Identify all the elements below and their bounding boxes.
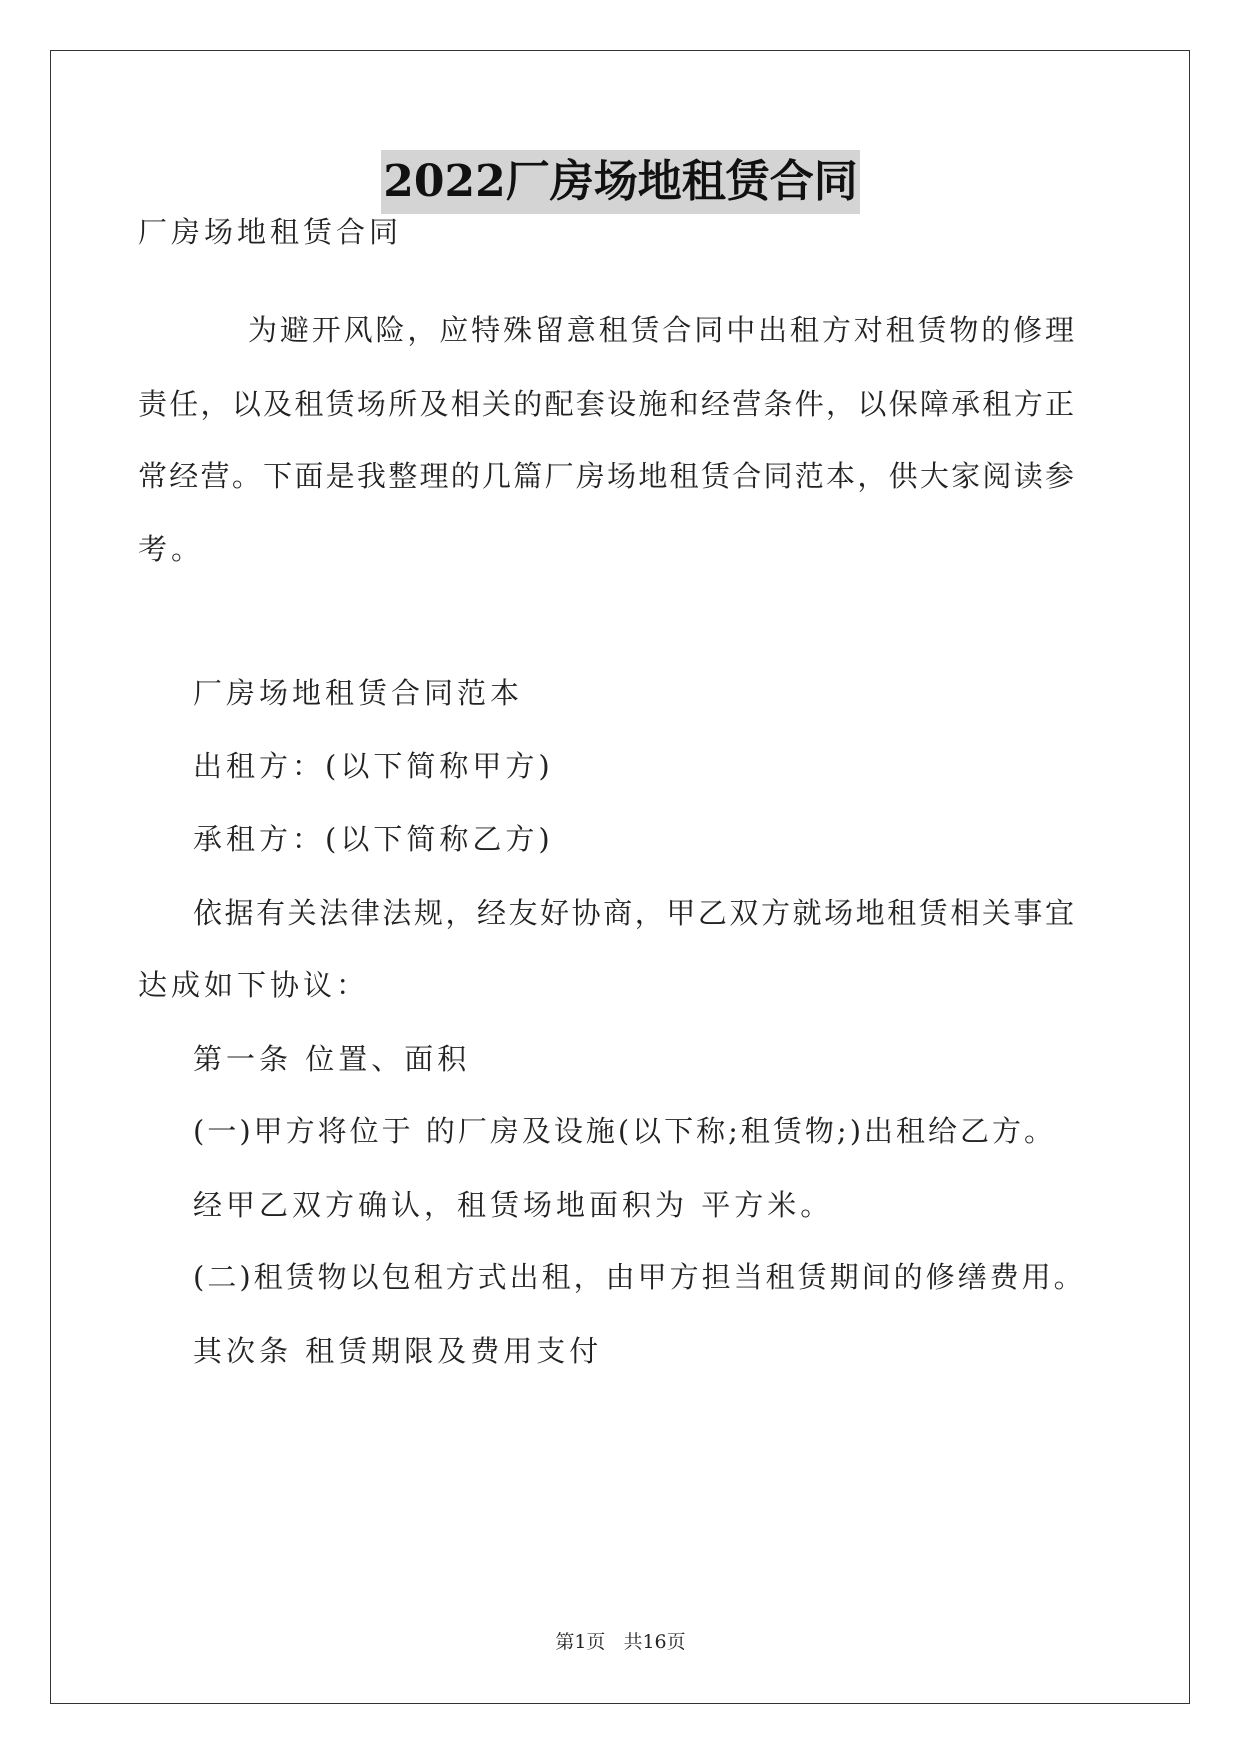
article1-heading: 第一条 位置、面积 [193, 1042, 471, 1076]
intro-line-1: 为避开风险，应特殊留意租赁合同中出租方对租赁物的修理 [248, 313, 1074, 347]
page-footer [0, 1627, 1241, 1654]
intro-line-4: 考。 [138, 532, 205, 566]
article1-item1: (一)甲方将位于 的厂房及设施(以下称;租赁物;)出租给乙方。 [193, 1114, 1057, 1148]
document-subtitle: 厂房场地租赁合同 [138, 215, 403, 249]
article2-heading: 其次条 租赁期限及费用支付 [193, 1334, 603, 1368]
agreement-line-2: 达成如下协议： [138, 968, 370, 1002]
lessor-line: 出租方：(以下简称甲方) [193, 749, 554, 783]
intro-line-3: 常经营。下面是我整理的几篇厂房场地租赁合同范本，供大家阅读参 [138, 459, 1074, 493]
title-wrap [0, 150, 1241, 214]
page-border [50, 50, 1190, 1704]
article1-item1-continued: 经甲乙双方确认，租赁场地面积为 平方米。 [193, 1188, 834, 1222]
document-title: 2022厂房场地租赁合同 [381, 150, 859, 214]
intro-line-2: 责任，以及租赁场所及相关的配套设施和经营条件，以保障承租方正 [138, 387, 1074, 421]
sample-heading: 厂房场地租赁合同范本 [193, 676, 524, 710]
lessee-line: 承租方：(以下简称乙方) [193, 822, 554, 856]
page-number: 第1页 [555, 1631, 606, 1653]
page-total: 共16页 [623, 1631, 686, 1653]
agreement-line-1: 依据有关法律法规，经友好协商，甲乙双方就场地租赁相关事宜 [193, 896, 1074, 930]
article1-item2: (二)租赁物以包租方式出租，由甲方担当租赁期间的修缮费用。 [193, 1260, 1086, 1294]
